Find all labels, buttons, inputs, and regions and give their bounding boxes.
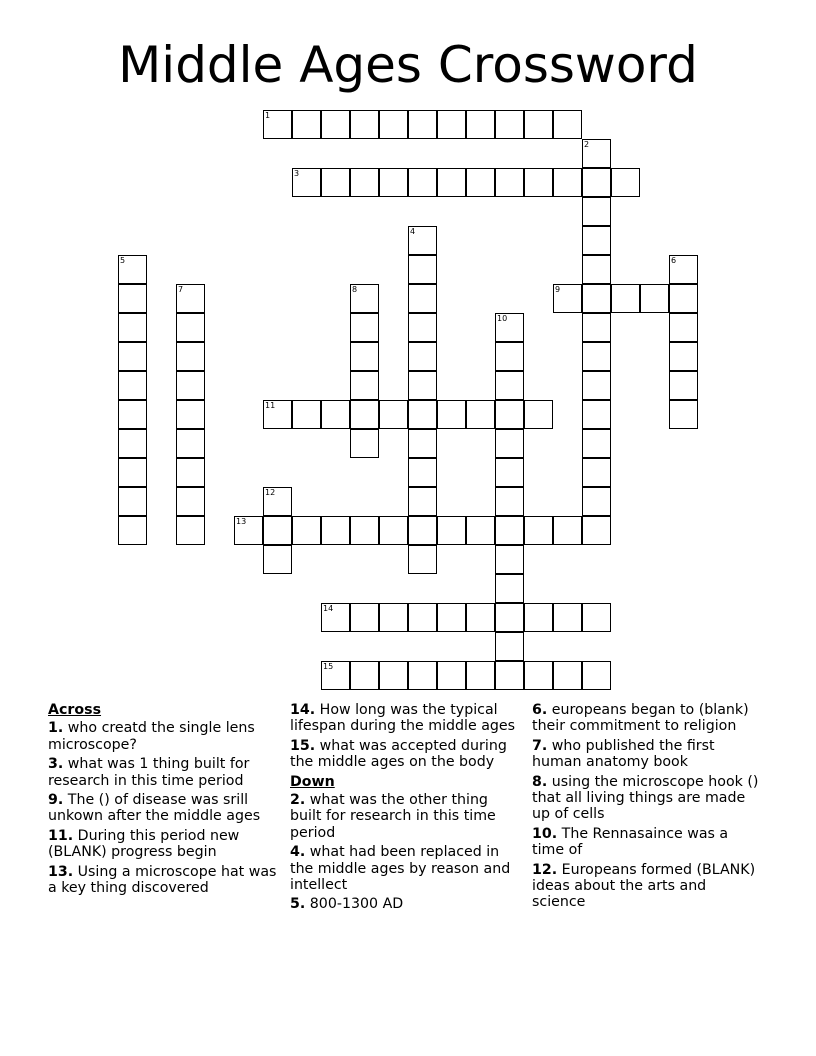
grid-cell[interactable]: [437, 110, 466, 139]
grid-cell[interactable]: [495, 603, 524, 632]
grid-cell[interactable]: [321, 110, 350, 139]
grid-cell[interactable]: [408, 603, 437, 632]
grid-cell[interactable]: [495, 429, 524, 458]
clue-column-2: [290, 702, 520, 916]
grid-cell[interactable]: [292, 110, 321, 139]
grid-cell[interactable]: [669, 255, 698, 284]
grid-cell[interactable]: [524, 661, 553, 690]
grid-cell[interactable]: [176, 516, 205, 545]
grid-cell[interactable]: [408, 545, 437, 574]
grid-cell[interactable]: [350, 342, 379, 371]
grid-cell[interactable]: [466, 110, 495, 139]
clue-item-number: 14.: [290, 702, 316, 718]
grid-cell[interactable]: [408, 255, 437, 284]
grid-cell[interactable]: [118, 371, 147, 400]
clue-item-number: 10.: [532, 825, 558, 842]
grid-cell[interactable]: [263, 487, 292, 516]
grid-cell[interactable]: [118, 516, 147, 545]
grid-cell[interactable]: [611, 284, 640, 313]
clue-item: [290, 896, 520, 912]
grid-cell[interactable]: [176, 458, 205, 487]
grid-cell[interactable]: [582, 284, 611, 313]
grid-cell[interactable]: [582, 255, 611, 284]
grid-cell[interactable]: [408, 342, 437, 371]
clue-number: 3: [294, 169, 300, 178]
grid-cell[interactable]: [118, 255, 147, 284]
grid-cell[interactable]: [582, 429, 611, 458]
grid-cell[interactable]: [321, 516, 350, 545]
clue-column-1: [48, 702, 278, 899]
grid-cell[interactable]: [466, 400, 495, 429]
grid-cell[interactable]: [350, 516, 379, 545]
grid-cell[interactable]: [176, 313, 205, 342]
grid-cell[interactable]: [176, 400, 205, 429]
grid-cell[interactable]: [292, 516, 321, 545]
grid-cell[interactable]: [408, 110, 437, 139]
grid-cell[interactable]: [437, 168, 466, 197]
grid-cell[interactable]: [118, 284, 147, 313]
clue-item-text: Using a microscope hat was a key thing discovered: [48, 863, 277, 897]
grid-cell[interactable]: [669, 342, 698, 371]
grid-cell[interactable]: [524, 603, 553, 632]
clue-item-text: who creatd the single lens microscope?: [48, 720, 255, 753]
grid-cell[interactable]: [408, 313, 437, 342]
grid-cell[interactable]: [582, 371, 611, 400]
clue-item-number: 2.: [290, 792, 306, 809]
grid-cell[interactable]: [350, 603, 379, 632]
grid-cell[interactable]: [553, 516, 582, 545]
grid-cell[interactable]: [466, 168, 495, 197]
grid-cell[interactable]: [176, 371, 205, 400]
clue-item-number: 6.: [532, 702, 548, 718]
clue-item-text: what was accepted during the middle ages on the body: [290, 737, 507, 771]
clue-item: [532, 774, 762, 823]
grid-cell[interactable]: [640, 284, 669, 313]
grid-cell[interactable]: [495, 110, 524, 139]
clue-item-text: The Rennasaince was a time of: [532, 825, 729, 859]
grid-cell[interactable]: [582, 458, 611, 487]
grid-cell[interactable]: [437, 603, 466, 632]
grid-cell[interactable]: [495, 168, 524, 197]
grid-cell[interactable]: [263, 516, 292, 545]
clue-item-number: 3.: [48, 756, 64, 773]
grid-cell[interactable]: [437, 516, 466, 545]
clue-item-text: Europeans formed (BLANK) ideas about the arts and science: [532, 861, 756, 911]
grid-cell[interactable]: [582, 487, 611, 516]
clue-item-text: what was the other thing built for research in this time period: [290, 792, 496, 841]
grid-cell[interactable]: [408, 516, 437, 545]
clue-number: 2: [584, 140, 590, 149]
clue-item-number: 5.: [290, 896, 306, 913]
grid-cell[interactable]: [495, 487, 524, 516]
clue-item: [290, 844, 520, 893]
grid-cell[interactable]: [408, 458, 437, 487]
grid-cell[interactable]: [176, 487, 205, 516]
clue-number: 11: [265, 401, 276, 410]
clue-item: [532, 862, 762, 911]
grid-cell[interactable]: [495, 400, 524, 429]
clue-number: 8: [352, 285, 358, 294]
clue-section-heading: Down: [290, 773, 335, 790]
grid-cell[interactable]: [582, 168, 611, 197]
clue-item: [290, 738, 520, 771]
grid-cell[interactable]: [350, 661, 379, 690]
clue-item: [48, 864, 278, 897]
grid-cell[interactable]: [611, 168, 640, 197]
grid-cell[interactable]: [466, 603, 495, 632]
clue-item-text: what was 1 thing built for research in this time period: [48, 756, 250, 789]
grid-cell[interactable]: [118, 429, 147, 458]
grid-cell[interactable]: [350, 168, 379, 197]
grid-cell[interactable]: [524, 516, 553, 545]
grid-cell[interactable]: [176, 284, 205, 313]
grid-cell[interactable]: [437, 400, 466, 429]
grid-cell[interactable]: [408, 400, 437, 429]
clue-number: 4: [410, 227, 416, 236]
clue-item: [532, 738, 762, 771]
grid-cell[interactable]: [582, 603, 611, 632]
grid-cell[interactable]: [582, 342, 611, 371]
grid-cell[interactable]: [582, 661, 611, 690]
grid-cell[interactable]: [495, 516, 524, 545]
grid-cell[interactable]: [553, 661, 582, 690]
grid-cell[interactable]: [582, 400, 611, 429]
grid-cell[interactable]: [524, 400, 553, 429]
grid-cell[interactable]: [321, 168, 350, 197]
clue-item-number: 7.: [532, 737, 548, 754]
grid-cell[interactable]: [263, 110, 292, 139]
grid-cell[interactable]: [495, 313, 524, 342]
clue-number: 12: [265, 488, 276, 497]
grid-cell[interactable]: [350, 284, 379, 313]
clue-number: 5: [120, 256, 126, 265]
grid-cell[interactable]: [408, 226, 437, 255]
grid-cell[interactable]: [495, 545, 524, 574]
grid-cell[interactable]: [176, 342, 205, 371]
grid-cell[interactable]: [669, 400, 698, 429]
grid-cell[interactable]: [582, 226, 611, 255]
grid-cell[interactable]: [379, 603, 408, 632]
grid-cell[interactable]: [379, 110, 408, 139]
clue-item-text: During this period new (BLANK) progress begin: [48, 827, 240, 861]
grid-cell[interactable]: [292, 168, 321, 197]
grid-cell[interactable]: [669, 371, 698, 400]
grid-cell[interactable]: [524, 110, 553, 139]
grid-cell[interactable]: [118, 458, 147, 487]
grid-cell[interactable]: [350, 371, 379, 400]
clue-number: 13: [236, 517, 247, 526]
grid-cell[interactable]: [408, 429, 437, 458]
grid-cell[interactable]: [553, 168, 582, 197]
clue-item-text: The () of disease was srill unkown after the middle ages: [48, 792, 261, 825]
clue-item-number: 1.: [48, 720, 64, 737]
grid-cell[interactable]: [379, 661, 408, 690]
clue-number: 6: [671, 256, 677, 265]
clue-item-number: 12.: [532, 861, 558, 878]
grid-cell[interactable]: [350, 400, 379, 429]
clue-number: 15: [323, 662, 334, 671]
grid-cell[interactable]: [495, 661, 524, 690]
grid-cell[interactable]: [321, 603, 350, 632]
grid-cell[interactable]: [321, 400, 350, 429]
clue-item-text: using the microscope hook () that all living things are made up of cells: [532, 773, 759, 823]
grid-cell[interactable]: [292, 400, 321, 429]
clue-item-text: europeans began to (blank) their commitment to religion: [532, 702, 749, 735]
clue-section-heading: Across: [48, 702, 102, 718]
clue-item: [48, 792, 278, 825]
grid-cell[interactable]: [379, 168, 408, 197]
grid-cell[interactable]: [408, 168, 437, 197]
clue-item-number: 8.: [532, 773, 548, 790]
grid-cell[interactable]: [263, 545, 292, 574]
clue-item: [532, 702, 762, 735]
grid-cell[interactable]: [263, 400, 292, 429]
clue-number: 10: [497, 314, 508, 323]
clue-item: [48, 756, 278, 789]
grid-cell[interactable]: [176, 429, 205, 458]
grid-cell[interactable]: [495, 458, 524, 487]
clue-item: [48, 720, 278, 753]
grid-cell[interactable]: [118, 313, 147, 342]
grid-cell[interactable]: [582, 139, 611, 168]
clue-number: 14: [323, 604, 334, 613]
clue-item: [532, 826, 762, 859]
grid-cell[interactable]: [582, 516, 611, 545]
grid-cell[interactable]: [495, 371, 524, 400]
clue-item-text: what had been replaced in the middle ages by reason and intellect: [290, 844, 511, 894]
grid-cell[interactable]: [495, 342, 524, 371]
grid-cell[interactable]: [495, 632, 524, 661]
grid-cell[interactable]: [379, 516, 408, 545]
clue-item: [48, 828, 278, 861]
clue-number: 9: [555, 285, 561, 294]
clue-item-text: 800-1300 AD: [309, 896, 404, 913]
grid-cell[interactable]: [408, 371, 437, 400]
grid-cell[interactable]: [408, 487, 437, 516]
grid-cell[interactable]: [234, 516, 263, 545]
clue-item-text: who published the first human anatomy book: [532, 737, 715, 771]
grid-cell[interactable]: [321, 661, 350, 690]
grid-cell[interactable]: [669, 313, 698, 342]
grid-cell[interactable]: [553, 603, 582, 632]
clue-item-number: 15.: [290, 737, 316, 754]
grid-cell[interactable]: [118, 400, 147, 429]
grid-cell[interactable]: [669, 284, 698, 313]
grid-cell[interactable]: [408, 661, 437, 690]
clue-item-number: 13.: [48, 863, 74, 880]
grid-cell[interactable]: [437, 661, 466, 690]
grid-cell[interactable]: [582, 313, 611, 342]
clue-item-number: 4.: [290, 844, 306, 861]
clue-column-3: [532, 702, 762, 914]
grid-cell[interactable]: [466, 661, 495, 690]
page-title: Middle Ages Crossword: [118, 36, 698, 94]
clue-item: [290, 792, 520, 841]
clue-item: [290, 702, 520, 735]
grid-cell[interactable]: [408, 284, 437, 313]
grid-cell[interactable]: [350, 110, 379, 139]
grid-cell[interactable]: [582, 197, 611, 226]
grid-cell[interactable]: [466, 516, 495, 545]
grid-cell[interactable]: [118, 487, 147, 516]
grid-cell[interactable]: [553, 284, 582, 313]
clue-item-number: 9.: [48, 792, 64, 809]
grid-cell[interactable]: [495, 574, 524, 603]
grid-cell[interactable]: [350, 313, 379, 342]
clue-item-text: How long was the typical lifespan during the middle ages: [290, 702, 516, 735]
clue-item-number: 11.: [48, 827, 74, 844]
grid-cell[interactable]: [524, 168, 553, 197]
grid-cell[interactable]: [553, 110, 582, 139]
grid-cell[interactable]: [118, 342, 147, 371]
clue-number: 1: [265, 111, 271, 120]
clue-number: 7: [178, 285, 184, 294]
grid-cell[interactable]: [379, 400, 408, 429]
grid-cell[interactable]: [350, 429, 379, 458]
